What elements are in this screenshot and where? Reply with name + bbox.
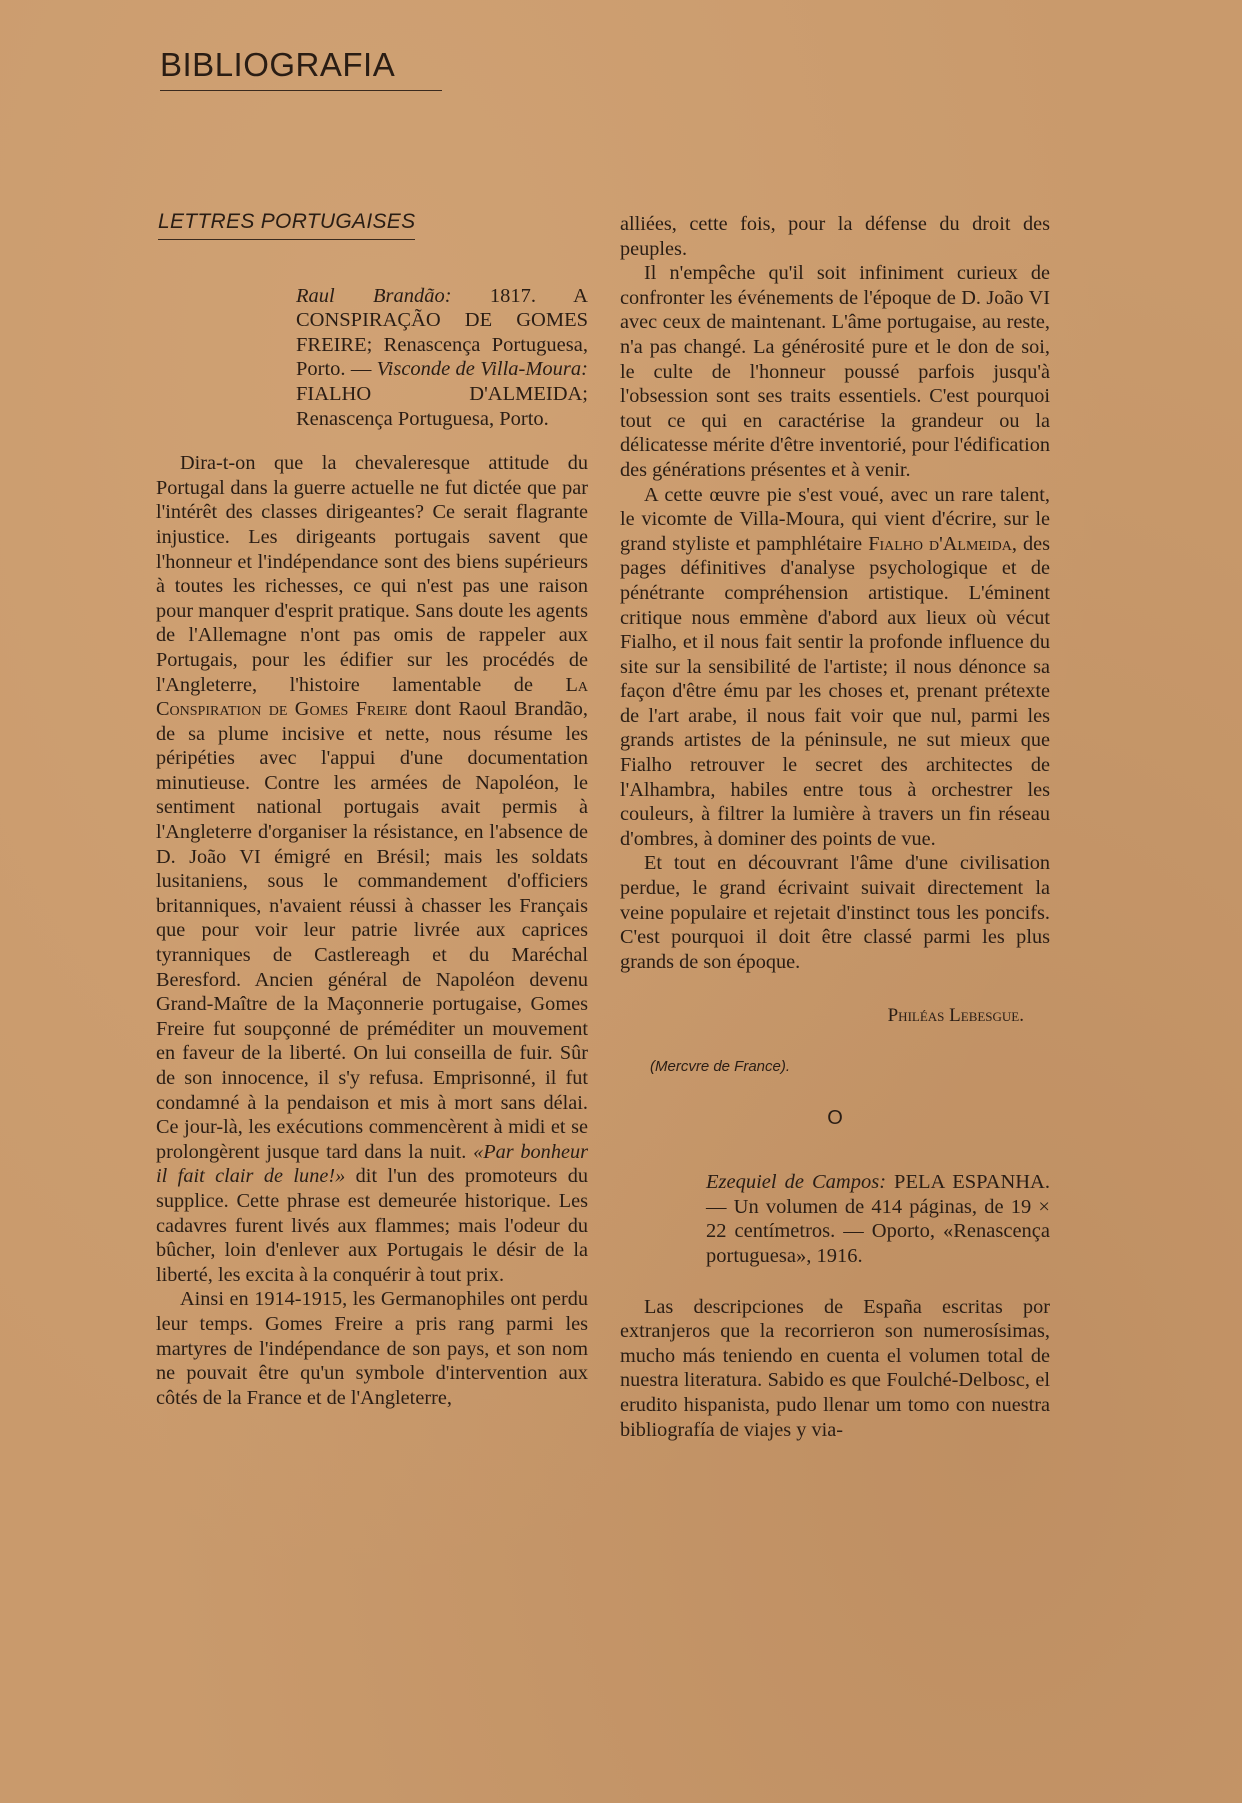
paragraph: Ainsi en 1914-1915, les Germanophiles ont perdu leur temps. Gomes Freire a pris rang parmi les martyres de l'indépendance de son pays, et son nom ne pouvait être qu'un symbole d'intervention aux côtés de la France et de l'Angleterre, xyxy=(156,1288,588,1409)
entry-author: Ezequiel de Campos: xyxy=(706,1171,887,1194)
page-heading: BIBLIOGRAFIA xyxy=(160,46,396,83)
paragraph: alliées, cette fois, pour la défense du droit des peuples. xyxy=(620,213,1050,260)
small-caps-name: Fialho d'Almeida xyxy=(868,532,1012,555)
paragraph-text: dit l'un des promoteurs du supplice. Cette phrase est demeurée historique. Les cadavres furent livés aux flammes; mais l'odeur du bûcher, loin d'enlever aux Portugais le désir de la liberté, les excita à la conquérir à tout prix. xyxy=(156,1165,589,1286)
paragraph: Il n'empêche qu'il soit infiniment curieux de confronter les événements de l'époque de D. João VI avec ceux de maintenant. L'âme portugaise, au reste, n'a pas changé. La générosité pure et le don de soi, le culte de l'honneur poussé parfois jusqu'à l'obsession sont ses traits essentiels. C'est pourquoi tout ce qui en caractérise la grandeur ou la délicatesse mérite d'être inventorié, pour l'édification des générations présentes et à venir. xyxy=(620,262,1050,481)
paragraph: Et tout en découvrant l'âme d'une civilisation perdue, le grand écrivaint suivait directement la veine populaire et rejetait d'instinct tous les poncifs. C'est pourquoi il doit être classé parmi les plus grands de son époque. xyxy=(620,852,1050,973)
paragraph-text: A cette œuvre pie s'est voué, avec un rare talent, le vicomte de Villa-Moura, qui vient d'écrire, sur le grand styliste et pamphlétaire xyxy=(620,483,1050,555)
bibliographic-entry xyxy=(620,1170,1050,1268)
left-column xyxy=(156,210,588,1410)
heading-rule xyxy=(160,90,442,91)
source-note: (Mercvre de France). xyxy=(650,1058,791,1075)
paragraph xyxy=(620,483,1050,852)
entry-work: PELA ESPANHA. — Un volumen de 414 páginas, de 19 × 22 centímetros. — Oporto, «Renascença portuguesa», 1916. xyxy=(706,1171,1050,1267)
entry-work: 1817. A CONSPIRAÇÃO DE GOMES FREIRE; Renascença Portuguesa, Porto. — xyxy=(296,284,588,381)
paragraph xyxy=(156,451,588,1287)
paragraph: Las descripciones de España escritas por extranjeros que la recorrieron son numerosísimas, mucho más teniendo en cuenta el volumen total de nuestra literatura. Sabido es que Foulché-Delbosc, el erudito hispanista, pudo llenar um tomo con nuestra bibliografía de viajes y via- xyxy=(620,1295,1050,1441)
right-column xyxy=(620,212,1050,1442)
entry-author: Visconde de Villa-Moura: xyxy=(376,358,588,381)
entry-work: FIALHO D'ALMEIDA; Renascença Portuguesa, Porto. xyxy=(296,382,588,430)
separator: O xyxy=(827,1106,843,1129)
entry-author: Raul Brandão: xyxy=(296,284,452,307)
paragraph-text: Dira-t-on que la chevaleresque attitude du Portugal dans la guerre actuelle ne fut dictée que par l'intérêt des classes dirigeantes? Ce serait flagrante injustice. Les dirigeants portugais savent que l'honneur et l'indépendance sont des biens supérieurs à toutes les richesses, ce qui n'est pas une raison pour manquer d'esprit pratique. Sans doute les agents de l'Allemagne n'ont pas omis de rappeler aux Portugais, pour les édifier sur les procédés de l'Angleterre, l'histoire lamentable de xyxy=(156,452,588,696)
section-title: LETTRES PORTUGAISES xyxy=(158,210,415,240)
small-caps-title: La Conspiration de Gomes Freire xyxy=(156,673,588,721)
signature: Philéas Lebesgue. xyxy=(887,1005,1024,1027)
bibliographic-entry xyxy=(156,284,588,432)
paragraph-text: , des pages définitives d'analyse psychologique et de pénétrante compréhension artistique. L'éminent critique nous emmène d'abord aux lieux où vécut Fialho, et il nous fait sentir la profonde influence du site sur la sensibilité de l'artiste; il nous dénonce sa façon d'être ému par les choses et, prenant prétexte de l'art arabe, il nous fait voir que nul, parmi les grands artistes de la péninsule, ne sut mieux que Fialho retrouver le secret des architectes de l'Alhambra, habiles entre tous à orchestrer les couleurs, à filtrer la lumière à travers un fin réseau d'ombres, à dominer des points de vue. xyxy=(620,532,1050,850)
quote: «Par bonheur il fait clair de lune!» xyxy=(156,1140,588,1188)
paragraph-text: dont Raoul Brandão, de sa plume incisive et nette, nous résume les péripéties avec l'appui d'une documentation minutieuse. Contre les armées de Napoléon, le sentiment national portugais avait permis à l'Angleterre d'organiser la résistance, en l'absence de D. João VI émigré en Brésil; mais les soldats lusitaniens, sous le commandement d'officiers britanniques, n'avaient réussi à chasser les Français que pour voir leur patrie livrée aux caprices tyranniques de Castlereagh et du Maréchal Beresford. Ancien général de Napoléon devenu Grand-Maître de la Maçonnerie portugaise, Gomes Freire fut soupçonné de préméditer un mouvement en faveur de la liberté. On lui conseilla de fuir. Sûr de son innocence, il s'y refusa. Emprisonné, il fut condamné à la pendaison et mis à mort sans délai. Ce jour-là, les exécutions commencèrent à midi et se prolongèrent jusque tard dans la nuit. xyxy=(156,698,588,1163)
